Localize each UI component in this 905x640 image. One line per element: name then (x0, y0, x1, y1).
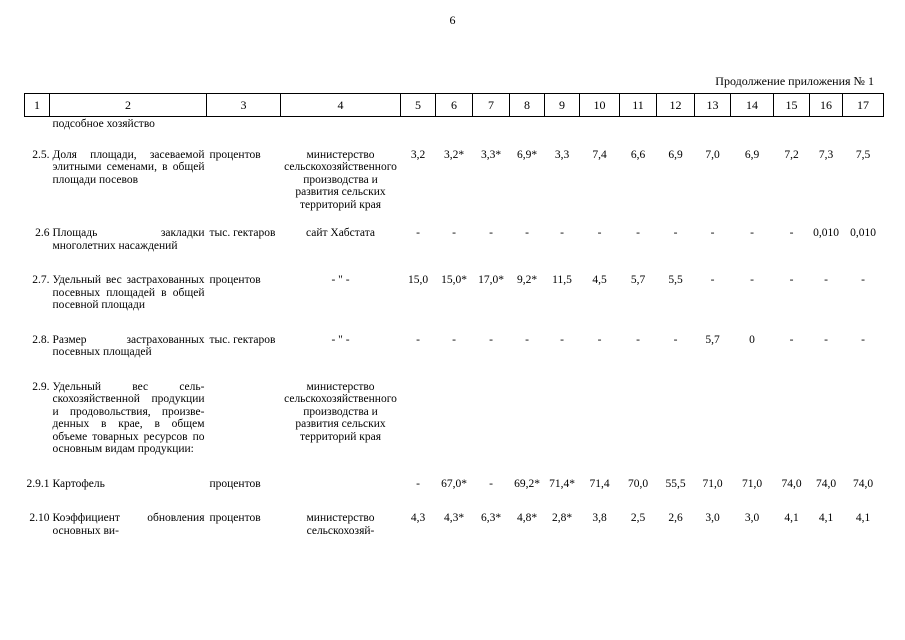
value-cell: 2,8* (551, 512, 573, 524)
table-row (25, 334, 884, 359)
value-cell: 4,3 (410, 512, 426, 524)
indicators-table (24, 93, 884, 537)
row-number: 2.9.1 (26, 477, 50, 490)
table-row (25, 117, 884, 131)
indicator-name: Удельный вес сельскохозяйственной продукции и продовольствия, произведенных в крае, в общем объеме товарных ресурсов по основным видам продукции: (52, 380, 205, 455)
value-cell: - (525, 227, 529, 239)
value-cell: 5,7 (630, 274, 646, 286)
spacer-cell (25, 252, 884, 274)
value-cell: 69,2* (514, 477, 540, 490)
value-cell: 11,5 (552, 274, 572, 286)
row-spacer (25, 456, 884, 478)
value-cell: 3,0 (744, 512, 760, 524)
unit-cell: процентов (209, 274, 261, 286)
value-cell: 5,7 (705, 333, 720, 346)
indicator-name: Удельный вес застрахованных посевных площадей в общей посевной площади (52, 274, 205, 311)
spacer-cell (25, 131, 884, 149)
value-cell: 4,1 (784, 512, 799, 524)
value-cell (810, 117, 843, 131)
value-cell: 0 (749, 333, 755, 346)
value-cell (695, 117, 731, 131)
value-cell: - (710, 227, 715, 239)
value-cell: 9,2* (516, 274, 538, 286)
indicator-name: Картофель (52, 477, 105, 490)
column-header: 8 (510, 94, 545, 117)
value-cell (810, 381, 843, 456)
value-cell: - (489, 333, 493, 346)
value-cell (774, 381, 810, 456)
source-cell: министерство сельскохозяйственного производства и развития сельских территорий края (284, 148, 397, 211)
value-cell: 6,3* (480, 512, 502, 524)
value-cell: - (789, 333, 794, 346)
row-number: 2.5. (32, 148, 50, 161)
value-cell (545, 381, 580, 456)
value-cell: - (673, 333, 678, 346)
column-header: 5 (401, 94, 436, 117)
value-cell (774, 117, 810, 131)
row-number: 2.6 (35, 227, 50, 239)
source-cell (281, 117, 401, 131)
spacer-cell (25, 359, 884, 381)
unit-cell (207, 381, 281, 456)
column-header: 9 (545, 94, 580, 117)
table-row (25, 227, 884, 252)
value-cell: 71,4* (549, 477, 575, 490)
value-cell: - (525, 333, 529, 346)
column-header: 1 (25, 94, 50, 117)
row-spacer (25, 131, 884, 149)
value-cell: 15,0* (441, 274, 467, 286)
value-cell (580, 117, 620, 131)
source-cell: - " - (331, 274, 350, 286)
unit-cell: процентов (209, 477, 261, 490)
column-header: 11 (620, 94, 657, 117)
value-cell: 7,4 (592, 148, 607, 161)
spacer-cell (25, 211, 884, 227)
value-cell (657, 117, 695, 131)
value-cell (436, 381, 473, 456)
row-number: 2.7. (32, 274, 50, 286)
indicator-name: Размер застрахованных посевных площадей (52, 333, 205, 358)
unit-cell: процентов (209, 148, 261, 161)
value-cell: 6,6 (630, 148, 646, 161)
header-row (25, 94, 884, 117)
value-cell: - (416, 227, 420, 239)
spacer-cell (25, 312, 884, 334)
value-cell (510, 381, 545, 456)
unit-cell: тыс. гектаров (209, 227, 276, 239)
column-header: 17 (843, 94, 884, 117)
value-cell: - (673, 227, 678, 239)
value-cell: - (710, 274, 715, 286)
column-header: 4 (281, 94, 401, 117)
unit-cell: тыс. гектаров (209, 333, 276, 346)
value-cell (843, 381, 884, 456)
indicator-name: подсобное хозяйство (52, 118, 155, 130)
value-cell: 71,4 (589, 477, 610, 490)
value-cell: - (597, 333, 602, 346)
value-cell (580, 381, 620, 456)
value-cell: 6,9* (516, 148, 538, 161)
value-cell: - (824, 333, 828, 346)
value-cell: 3,3 (554, 148, 570, 161)
value-cell: - (416, 477, 420, 490)
value-cell: 6,9 (744, 148, 760, 161)
column-header: 3 (207, 94, 281, 117)
value-cell (510, 117, 545, 131)
table-body (25, 117, 884, 538)
value-cell: 4,3* (443, 512, 465, 524)
spacer-cell (25, 456, 884, 478)
value-cell (731, 117, 774, 131)
value-cell: - (416, 333, 420, 346)
column-header: 14 (731, 94, 774, 117)
table-row (25, 478, 884, 491)
row-spacer (25, 312, 884, 334)
row-number (25, 117, 50, 131)
row-number: 2.10 (29, 512, 50, 524)
value-cell (473, 117, 510, 131)
source-cell: сайт Хабстата (305, 227, 375, 239)
table-row (25, 274, 884, 312)
value-cell: - (489, 227, 493, 239)
value-cell: 67,0* (441, 477, 467, 490)
value-cell: 0,010 (813, 227, 839, 239)
source-cell: - " - (331, 333, 350, 346)
row-spacer (25, 211, 884, 227)
value-cell: 71,0 (702, 477, 723, 490)
value-cell: - (489, 477, 493, 490)
value-cell: - (452, 227, 456, 239)
source-cell: министерство сельскохозяй- (306, 512, 375, 537)
value-cell (657, 381, 695, 456)
indicator-name: Доля площади, засеваемой элитными семенами, в общей площади посевов (52, 148, 205, 186)
table-row (25, 381, 884, 456)
column-header: 12 (657, 94, 695, 117)
value-cell: 55,5 (665, 477, 686, 490)
value-cell: 2,5 (630, 512, 646, 524)
value-cell: 6,9 (668, 148, 683, 161)
value-cell: 7,3 (818, 148, 834, 161)
row-spacer (25, 490, 884, 512)
value-cell: 3,0 (705, 512, 720, 524)
value-cell: - (824, 274, 828, 286)
row-spacer (25, 252, 884, 274)
value-cell: 74,0 (781, 477, 802, 490)
value-cell: 4,8* (516, 512, 538, 524)
value-cell: - (861, 274, 865, 286)
value-cell: - (560, 333, 564, 346)
value-cell (436, 117, 473, 131)
value-cell (731, 381, 774, 456)
page-number: 6 (449, 13, 456, 27)
value-cell: - (452, 333, 456, 346)
column-header: 15 (774, 94, 810, 117)
column-header: 7 (473, 94, 510, 117)
value-cell: - (636, 227, 640, 239)
value-cell: 3,3* (480, 148, 502, 161)
table-row (25, 512, 884, 537)
value-cell: 0,010 (850, 227, 876, 239)
row-number: 2.8. (32, 333, 50, 346)
column-header: 6 (436, 94, 473, 117)
value-cell: - (861, 333, 865, 346)
source-cell: министерство сельскохозяйственного производства и развития сельских территорий края (284, 380, 397, 443)
source-cell (281, 478, 401, 491)
value-cell: 5,5 (668, 274, 683, 286)
value-cell: 15,0 (407, 274, 429, 286)
value-cell: - (750, 274, 754, 286)
value-cell: - (597, 227, 602, 239)
table-row (25, 149, 884, 212)
value-cell: 74,0 (852, 477, 874, 490)
value-cell: 17,0* (478, 274, 504, 286)
spacer-cell (25, 490, 884, 512)
value-cell: 74,0 (815, 477, 837, 490)
continuation-caption: Продолжение приложения № 1 (715, 74, 874, 88)
value-cell: 7,0 (705, 148, 720, 161)
value-cell: 7,5 (855, 148, 871, 161)
value-cell: 3,2 (410, 148, 426, 161)
indicator-name: Площадь закладки многолетних насаждений (52, 227, 205, 252)
value-cell: - (789, 227, 794, 239)
row-spacer (25, 359, 884, 381)
indicator-name: Коэффициент обновления основных ви- (52, 512, 205, 537)
value-cell: 7,2 (784, 148, 799, 161)
value-cell (545, 117, 580, 131)
unit-cell: процентов (209, 512, 261, 524)
column-header: 13 (695, 94, 731, 117)
unit-cell (207, 117, 281, 131)
value-cell: 4,1 (818, 512, 834, 524)
value-cell: - (560, 227, 564, 239)
value-cell: 3,8 (592, 512, 607, 524)
value-cell: 4,1 (855, 512, 871, 524)
row-number: 2.9. (32, 380, 50, 393)
value-cell (843, 117, 884, 131)
value-cell: - (750, 227, 754, 239)
value-cell (620, 381, 657, 456)
value-cell (620, 117, 657, 131)
value-cell (695, 381, 731, 456)
value-cell (473, 381, 510, 456)
value-cell (401, 117, 436, 131)
value-cell: 70,0 (627, 477, 649, 490)
column-header: 2 (50, 94, 207, 117)
value-cell: 4,5 (592, 274, 607, 286)
column-header: 16 (810, 94, 843, 117)
value-cell: 71,0 (741, 477, 763, 490)
value-cell: 3,2* (443, 148, 465, 161)
value-cell: 2,6 (668, 512, 683, 524)
value-cell: - (789, 274, 794, 286)
column-header: 10 (580, 94, 620, 117)
value-cell (401, 381, 436, 456)
value-cell: - (636, 333, 640, 346)
